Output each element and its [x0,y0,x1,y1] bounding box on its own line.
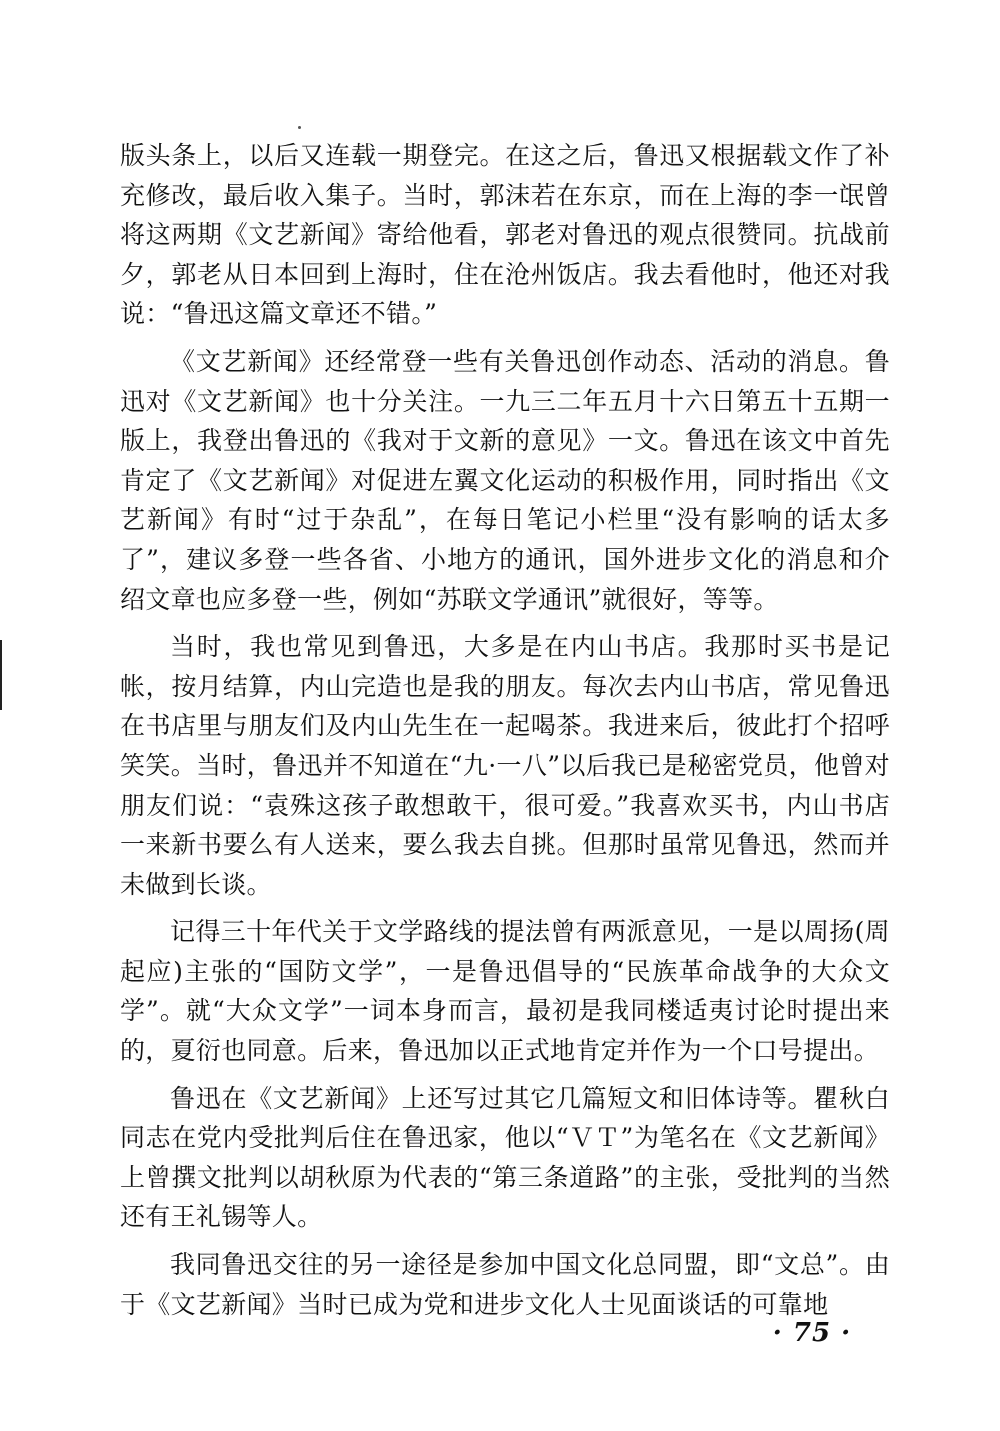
scan-speck [298,126,301,129]
paragraph-3: 当时，我也常见到鲁迅，大多是在内山书店。我那时买书是记帐，按月结算，内山完造也是我的朋友。每次去内山书店，常见鲁迅在书店里与朋友们及内山先生在一起喝茶。我进来后，彼此打个招呼笑笑。当时，鲁迅并不知道在“九·一八”以后我已是秘密党员，他曾对朋友们说：“袁殊这孩子敢想敢干，很可爱。”我喜欢买书，内山书店一来新书要么有人送来，要么我去自挑。但那时虽常见鲁迅，然而并未做到长谈。 [120,632,890,899]
page-number: · 75 · [772,1318,852,1348]
paragraph-2: 《文艺新闻》还经常登一些有关鲁迅创作动态、活动的消息。鲁迅对《文艺新闻》也十分关注。一九三二年五月十六日第五十五期一版上，我登出鲁迅的《我对于文新的意见》一文。鲁迅在该文中首先肯定了《文艺新闻》对促进左翼文化运动的积极作用，同时指出《文艺新闻》有时“过于杂乱”，在每日笔记小栏里“没有影响的话太多了”，建议多登一些各省、小地方的通讯，国外进步文化的消息和介绍文章也应多登一些，例如“苏联文学通讯”就很好，等等。 [120,346,890,614]
paragraph-1: 版头条上，以后又连载一期登完。在这之后，鲁迅又根据载文作了补充修改，最后收入集子。当时，郭沫若在东京，而在上海的李一氓曾将这两期《文艺新闻》寄给他看，郭老对鲁迅的观点很赞同。抗战前夕，郭老从日本回到上海时，住在沧州饭店。我去看他时，他还对我说：“鲁迅这篇文章还不错。” [120,141,890,329]
body-text [120,136,890,1324]
scan-edge-mark [0,640,2,710]
paragraph-6: 我同鲁迅交往的另一途径是参加中国文化总同盟，即“文总”。由于《文艺新闻》当时已成为党和进步文化人士见面谈话的可靠地 [120,1250,890,1319]
paragraph-5: 鲁迅在《文艺新闻》上还写过其它几篇短文和旧体诗等。瞿秋白同志在党内受批判后住在鲁迅家，他以“ＶＴ”为笔名在《文艺新闻》上曾撰文批判以胡秋原为代表的“第三条道路”的主张，受批判的当然还有王礼锡等人。 [120,1083,890,1232]
paragraph-4: 记得三十年代关于文学路线的提法曾有两派意见，一是以周扬(周起应)主张的“国防文学”，一是鲁迅倡导的“民族革命战争的大众文学”。就“大众文学”一词本身而言，最初是我同楼适夷讨论时提出来的，夏衍也同意。后来，鲁迅加以正式地肯定并作为一个口号提出。 [120,917,890,1066]
